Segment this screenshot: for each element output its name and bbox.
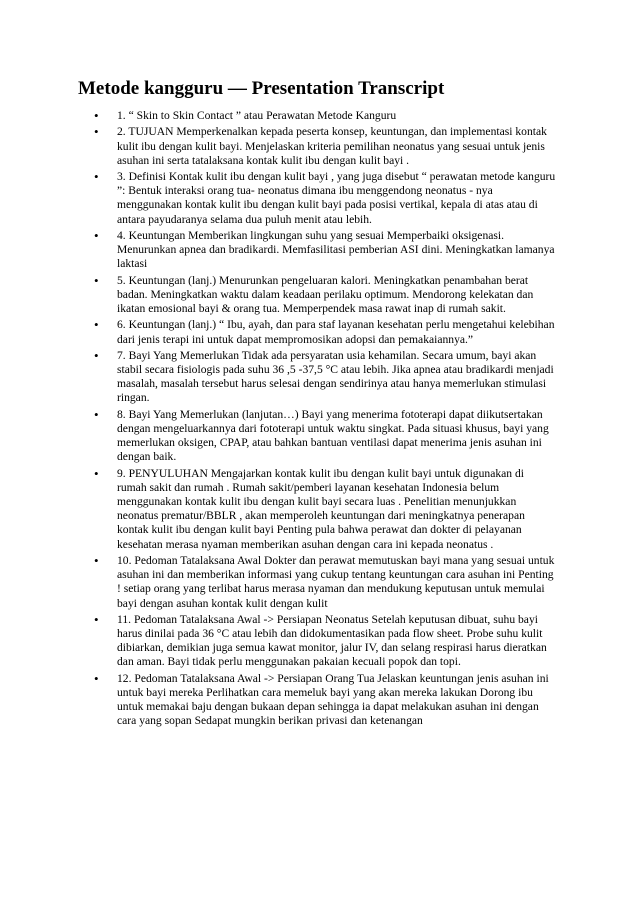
list-item — [94, 349, 556, 406]
list-item — [94, 274, 556, 317]
bullet-icon: • — [94, 227, 99, 243]
list-item-text: 6. Keuntungan (lanj.) “ Ibu, ayah, dan para staf layanan kesehatan perlu mengetahui kelebihan dari jenis terapi ini untuk dapat mempromosikan adopsi dan pemakaiannya.” — [117, 318, 555, 346]
bullet-icon: • — [94, 169, 99, 184]
bullet-icon: • — [94, 406, 99, 422]
bullet-icon: • — [94, 670, 99, 686]
list-item-text: 11. Pedoman Tatalaksana Awal -> Persiapan Neonatus Setelah keputusan dibuat, suhu bayi harus dinilai pada 36 °C atau lebih dan didokumentasikan pada flow sheet. Probe suhu kulit dibiarkan, demikian juga semua kawat monitor, jalur IV, dan selang respirasi harus dieratkan dan aman. Bayi tidak perlu menggunakan pakaian kecuali popok dan topi. — [117, 612, 547, 669]
bullet-icon: • — [94, 347, 99, 363]
bullet-icon: • — [94, 465, 99, 481]
list-item — [94, 229, 556, 272]
list-item — [94, 467, 556, 552]
bullet-icon: • — [94, 108, 99, 123]
list-item — [94, 170, 556, 227]
list-item-text: 4. Keuntungan Memberikan lingkungan suhu yang sesuai Memperbaiki oksigenasi. Menurunkan apnea dan bradikardi. Memfasilitasi pemberian ASI dini. Meningkatkan lamanya laktasi — [117, 228, 555, 271]
bullet-icon: • — [94, 272, 99, 288]
page-title: Metode kangguru — Presentation Transcript — [78, 78, 445, 99]
bullet-icon: • — [94, 611, 99, 627]
list-item — [94, 672, 556, 729]
list-item — [94, 613, 556, 670]
transcript-list — [94, 109, 556, 731]
list-item-text: 1. “ Skin to Skin Contact ” atau Perawatan Metode Kanguru — [117, 109, 397, 122]
bullet-icon: • — [94, 124, 99, 140]
list-item — [94, 554, 556, 611]
list-item-text: 12. Pedoman Tatalaksana Awal -> Persiapan Orang Tua Jelaskan keuntungan jenis asuhan ini untuk bayi mereka Perlihatkan cara memeluk bayi yang akan mereka lakukan Dorong ibu untuk memakai baju dengan bukaan depan sehingga ia dapat melakukan asuhan ini dengan cara yang sopan Sedapat mungkin berikan privasi dan ketenangan — [117, 671, 549, 728]
list-item — [94, 125, 556, 168]
bullet-icon: • — [94, 552, 99, 568]
list-item-text: 5. Keuntungan (lanj.) Menurunkan pengeluaran kalori. Meningkatkan penambahan berat badan. Meningkatkan waktu dalam keadaan perilaku optimum. Mendorong kelekatan dan ikatan emosional bayi & orang tua. Memperpendek masa rawat inap di rumah sakit. — [117, 273, 534, 316]
list-item-text: 3. Definisi Kontak kulit ibu dengan kulit bayi , yang juga disebut “ perawatan metode kanguru ”: Bentuk interaksi orang tua- neonatus dimana ibu menggendong neonatus - nya menggunakan kontak kulit ibu dengan kulit bayi pada posisi vertikal, kepala di atas atau di antara payudaranya selama dua puluh menit atau lebih. — [117, 170, 556, 226]
list-item-text: 8. Bayi Yang Memerlukan (lanjutan…) Bayi yang menerima fototerapi dapat diikutsertakan dengan mengeluarkannya dari fototerapi untuk waktu singkat. Pada situasi khusus, bayi yang memerlukan oksigen, CPAP, atau bahkan bantuan ventilasi dapat menerima jenis asuhan ini dengan baik. — [117, 407, 549, 464]
list-item — [94, 318, 556, 346]
list-item-text: 7. Bayi Yang Memerlukan Tidak ada persyaratan usia kehamilan. Secara umum, bayi akan stabil secara fisiologis pada suhu 36 ,5 -37,5 °C atau lebih. Jika apnea atau bradikardi menjadi masalah, masalah tersebut harus selesai dengan sendirinya atau hanya memerlukan stimulasi ringan. — [117, 348, 554, 405]
list-item — [94, 109, 556, 123]
list-item — [94, 408, 556, 465]
list-item-text: 2. TUJUAN Memperkenalkan kepada peserta konsep, keuntungan, dan implementasi kontak kulit ibu dengan kulit bayi. Menjelaskan kriteria pemilihan neonatus yang sesuai untuk jenis asuhan ini serta tatalaksana kontak kulit ibu dengan kulit bayi . — [117, 125, 547, 167]
bullet-icon: • — [94, 317, 99, 333]
list-item-text: 9. PENYULUHAN Mengajarkan kontak kulit ibu dengan kulit bayi untuk digunakan di rumah sakit dan rumah . Rumah sakit/pemberi layanan kesehatan Indonesia belum menggunakan kontak kulit ibu dengan kulit bayi secara luas . Penelitian menunjukkan neonatus prematur/BBLR , akan memperoleh keuntungan dari meningkatnya penerapan kontak kulit ibu dengan kulit bayi Penting pula bahwa perawat dan dokter di pelayanan kesehatan merasa nyaman memberikan asuhan dengan cara ini kepada neonatus . — [117, 466, 525, 551]
list-item-text: 10. Pedoman Tatalaksana Awal Dokter dan perawat memutuskan bayi mana yang sesuai untuk asuhan ini dan memberikan informasi yang cukup tentang keuntungan cara asuhan ini Penting ! setiap orang yang terlibat harus merasa nyaman dan mendukung keputusan untuk memulai bayi dengan asuhan kontak kulit dengan kulit — [117, 553, 555, 610]
